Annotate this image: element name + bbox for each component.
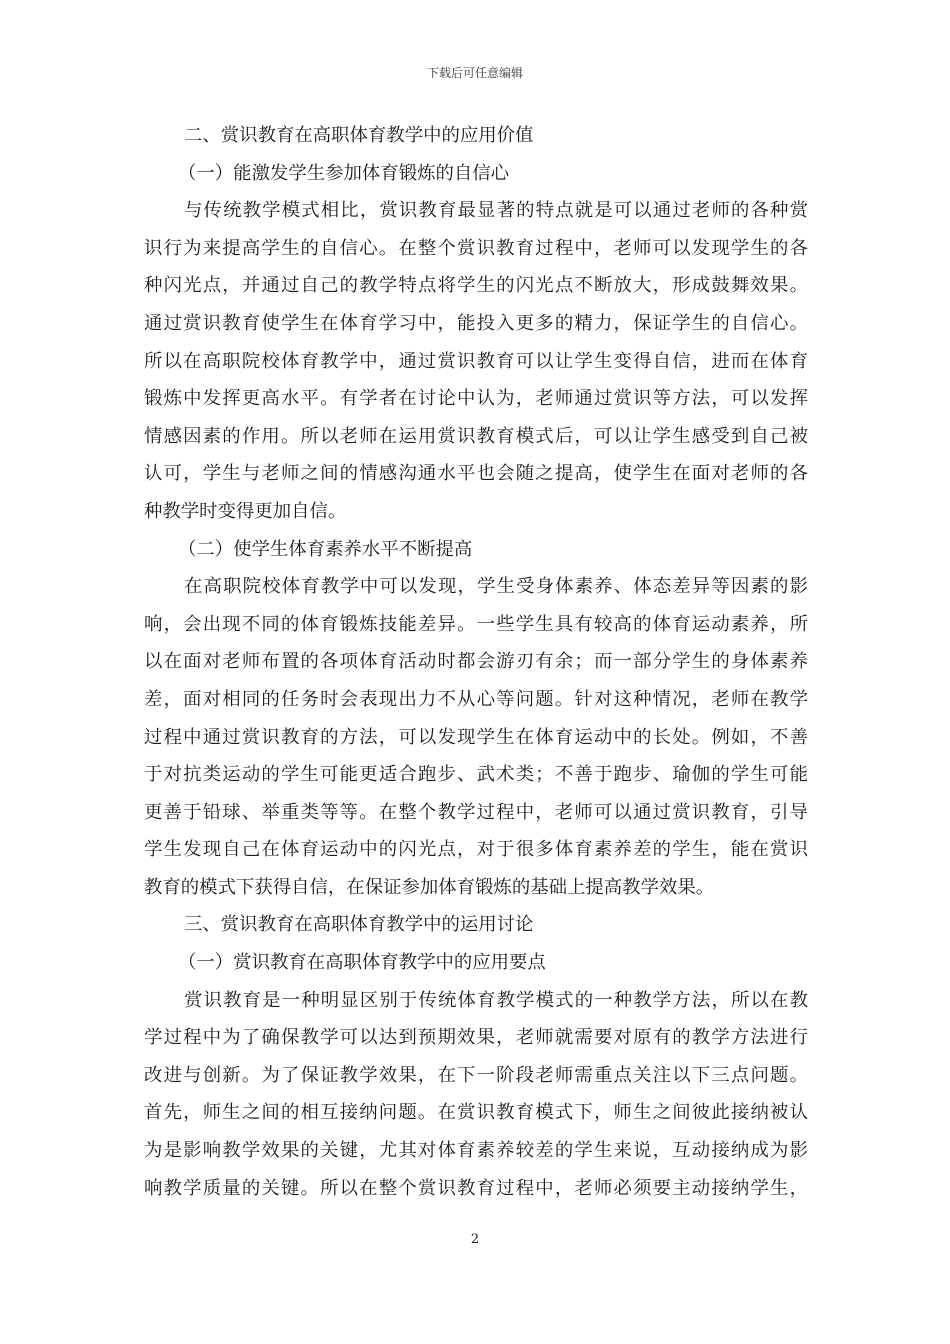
text-line: 所以在高职院校体育教学中，通过赏识教育可以让学生变得自信，进而在体育	[144, 350, 808, 372]
text-line: 三、赏识教育在高职体育教学中的运用讨论	[184, 914, 534, 936]
text-line: 更善于铅球、举重类等等。在整个教学过程中，老师可以通过赏识教育，引导	[144, 801, 808, 823]
text-line: 差，面对相同的任务时会表现出力不从心等问题。针对这种情况，老师在教学	[144, 688, 808, 710]
document-body	[144, 117, 808, 1207]
page-number: 2	[470, 1232, 480, 1247]
text-line: 认可，学生与老师之间的情感沟通水平也会随之提高，使学生在面对老师的各	[144, 463, 808, 485]
text-line: 赏识教育是一种明显区别于传统体育教学模式的一种教学方法，所以在教	[184, 989, 808, 1011]
text-line: 情感因素的作用。所以老师在运用赏识教育模式后，可以让学生感受到自己被	[144, 425, 808, 447]
text-line: （一）赏识教育在高职体育教学中的应用要点	[178, 952, 546, 974]
text-line: （一）能激发学生参加体育锻炼的自信心	[178, 162, 510, 184]
text-line: 教育的模式下获得自信，在保证参加体育锻炼的基础上提高教学效果。	[144, 876, 715, 898]
text-line: 种闪光点，并通过自己的教学特点将学生的闪光点不断放大，形成鼓舞效果。	[144, 275, 808, 297]
text-line: 学过程中为了确保教学可以达到预期效果，老师就需要对原有的教学方法进行	[144, 1027, 808, 1049]
text-line: 在高职院校体育教学中可以发现，学生受身体素养、体态差异等因素的影	[184, 576, 808, 598]
text-line: 响，会出现不同的体育锻炼技能差异。一些学生具有较高的体育运动素养，所	[144, 613, 808, 635]
text-line: 识行为来提高学生的自信心。在整个赏识教育过程中，老师可以发现学生的各	[144, 237, 808, 259]
text-line: 过程中通过赏识教育的方法，可以发现学生在体育运动中的长处。例如，不善	[144, 726, 808, 748]
text-line: 二、赏识教育在高职体育教学中的应用价值	[184, 125, 534, 146]
text-line: 锻炼中发挥更高水平。有学者在讨论中认为，老师通过赏识等方法，可以发挥	[144, 388, 808, 410]
text-line: （二）使学生体育素养水平不断提高	[178, 538, 473, 560]
text-line: 与传统教学模式相比，赏识教育最显著的特点就是可以通过老师的各种赏	[184, 200, 808, 222]
text-line: 通过赏识教育使学生在体育学习中，能投入更多的精力，保证学生的自信心。	[144, 312, 808, 334]
text-line: 为是影响教学效果的关键，尤其对体育素养较差的学生来说，互动接纳成为影	[144, 1140, 808, 1162]
text-line: 学生发现自己在体育运动中的闪光点，对于很多体育素养差的学生，能在赏识	[144, 839, 808, 861]
text-line: 以在面对老师布置的各项体育活动时都会游刃有余；而一部分学生的身体素养	[144, 651, 808, 673]
text-line: 改进与创新。为了保证教学效果，在下一阶段老师需重点关注以下三点问题。	[144, 1064, 808, 1086]
text-line: 首先，师生之间的相互接纳问题。在赏识教育模式下，师生之间彼此接纳被认	[144, 1102, 808, 1124]
page-header: 下载后可任意编辑	[426, 66, 523, 80]
text-line: 种教学时变得更加自信。	[144, 500, 347, 522]
text-line: 于对抗类运动的学生可能更适合跑步、武术类；不善于跑步、瑜伽的学生可能	[144, 764, 808, 786]
text-line: 响教学质量的关键。所以在整个赏识教育过程中，老师必须要主动接纳学生，	[144, 1177, 808, 1199]
